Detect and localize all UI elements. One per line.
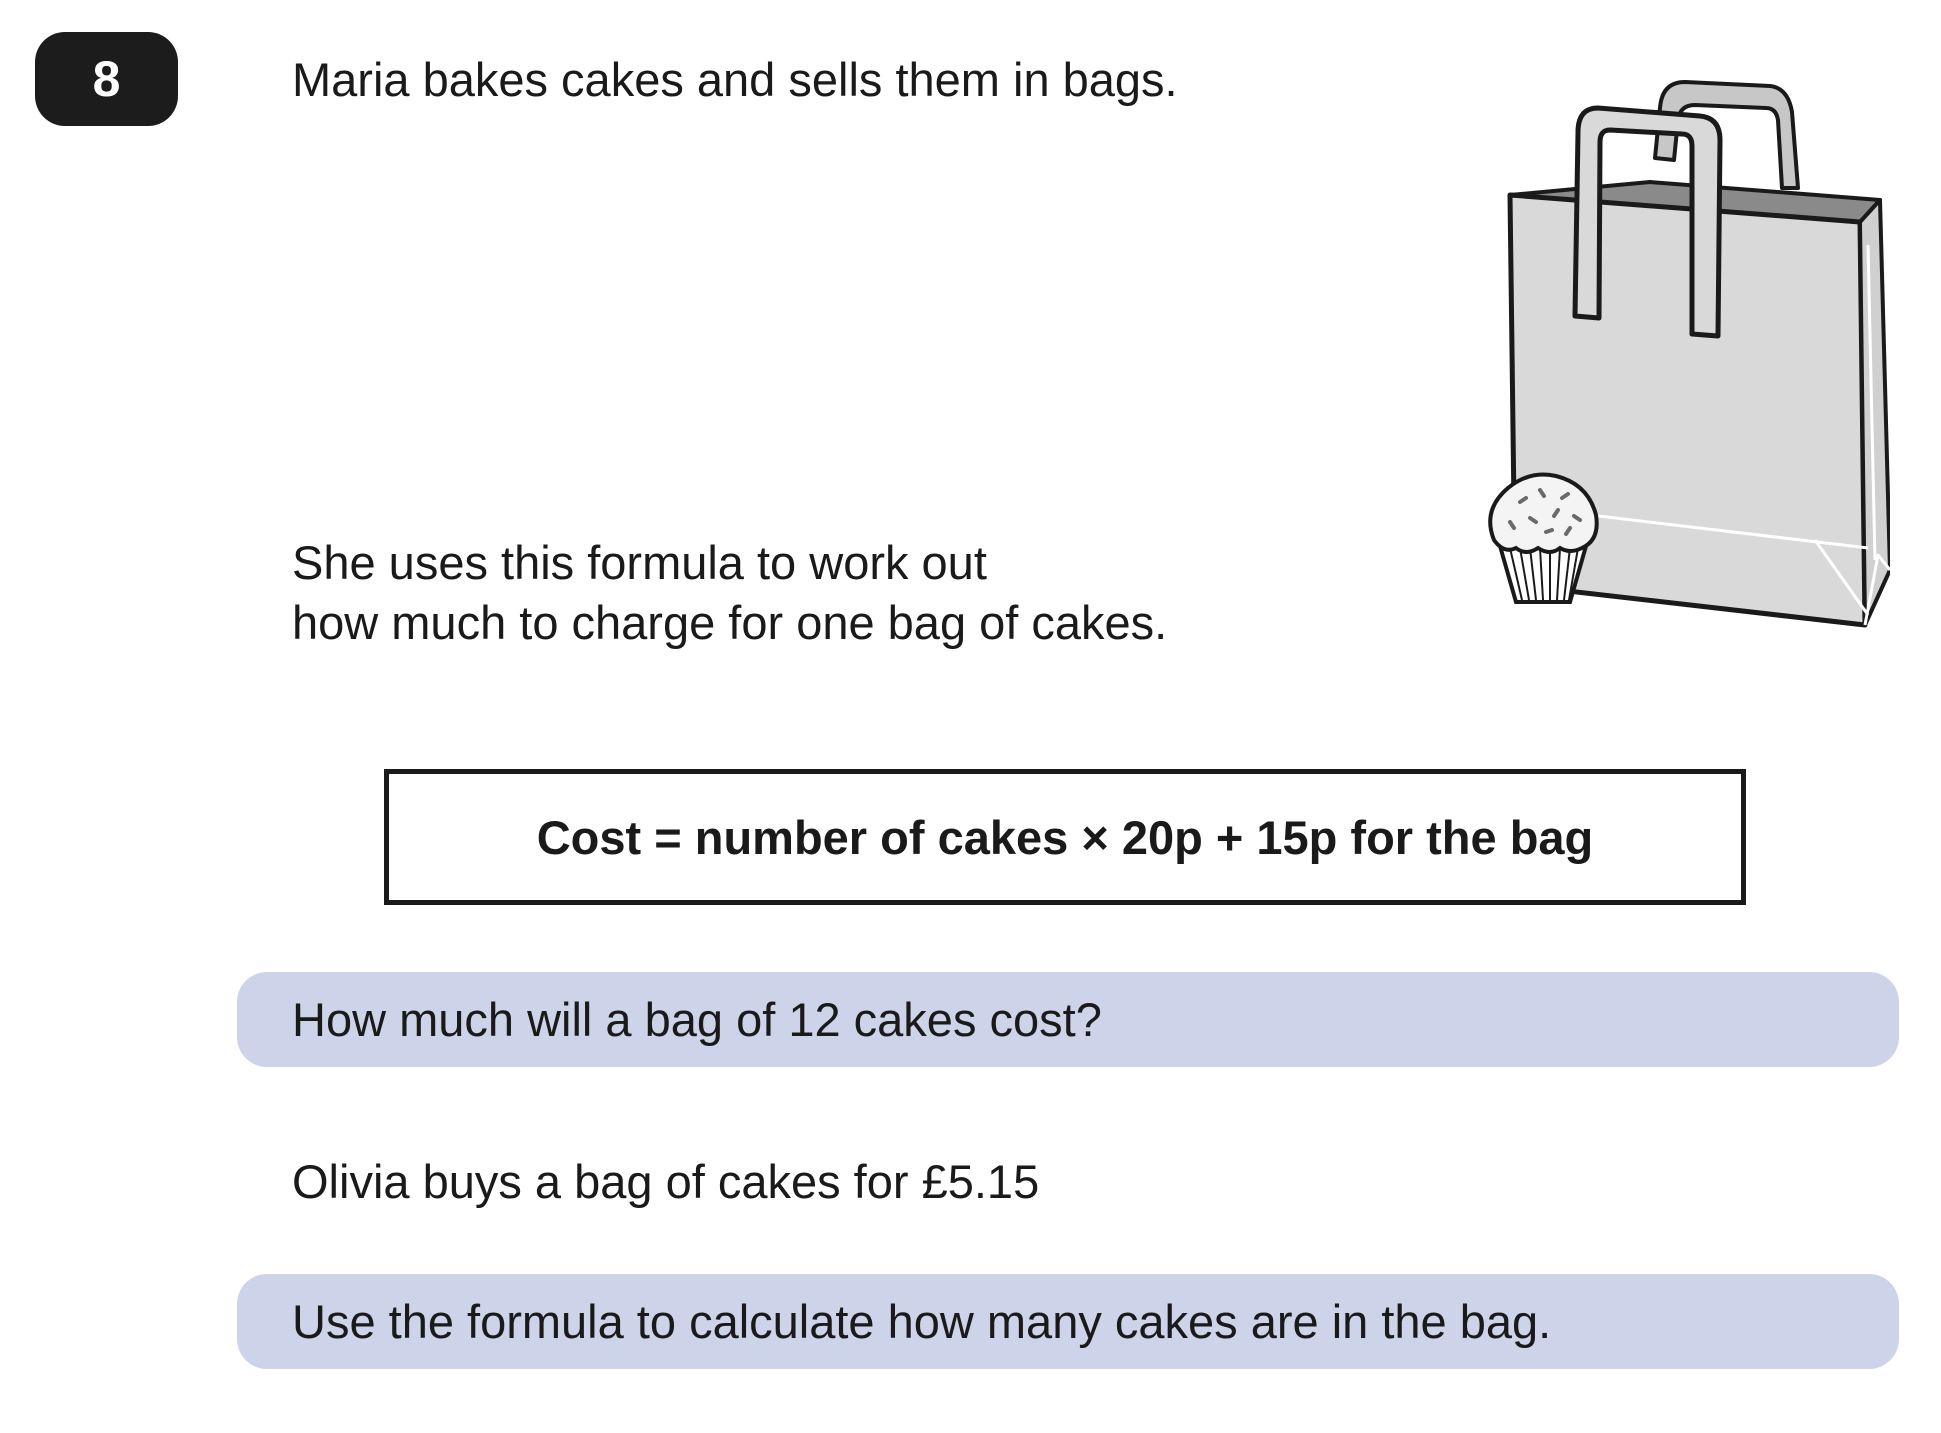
part-a-prompt-text: How much will a bag of 12 cakes cost?: [292, 993, 1102, 1046]
formula-text: Cost = number of cakes × 20p + 15p for the bag: [536, 810, 1594, 864]
part-b-prompt-text: Use the formula to calculate how many cakes are in the bag.: [292, 1295, 1552, 1348]
formula-intro-text: [292, 533, 1167, 653]
formula-intro-line-1: She uses this formula to work out: [292, 536, 987, 589]
part-b-prompt: [237, 1274, 1899, 1369]
formula-intro-line-2: how much to charge for one bag of cakes.: [292, 596, 1168, 649]
part-a-prompt: [237, 972, 1899, 1067]
question-number-badge: [35, 32, 178, 126]
intro-text: Maria bakes cakes and sells them in bags.: [292, 53, 1178, 106]
formula-box: [384, 769, 1746, 905]
olivia-text: Olivia buys a bag of cakes for £5.15: [292, 1155, 1040, 1208]
bag-and-cake-illustration: [1470, 70, 1890, 630]
question-number: 8: [92, 51, 121, 107]
